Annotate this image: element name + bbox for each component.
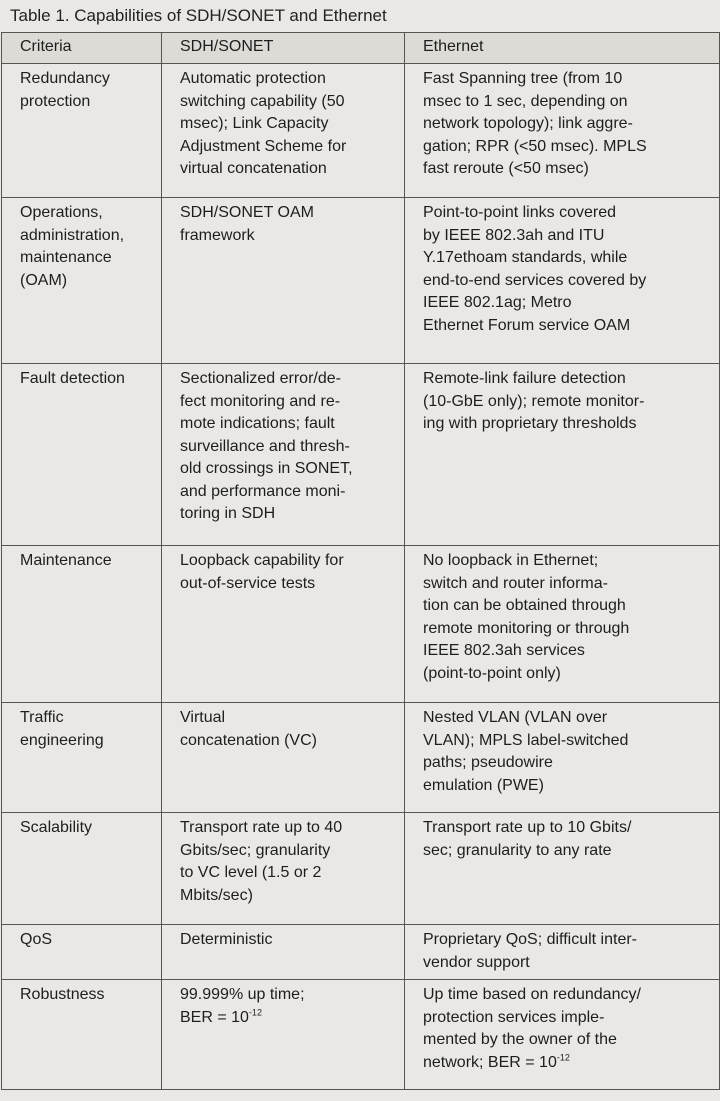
table-row bbox=[2, 813, 720, 925]
criteria-text: Traffic engineering bbox=[20, 709, 104, 749]
ber-exponent: -12 bbox=[556, 1052, 570, 1063]
sdh-text: Deterministic bbox=[180, 931, 273, 948]
sdh-cell bbox=[162, 546, 405, 703]
header-sdh-sonet: SDH/SONET bbox=[162, 33, 405, 64]
ethernet-cell bbox=[405, 813, 720, 925]
criteria-text: QoS bbox=[20, 931, 53, 948]
ethernet-text bbox=[423, 984, 711, 1074]
criteria-text: Robustness bbox=[20, 986, 105, 1003]
sdh-text: Loopback capability for out-of-service tests bbox=[180, 552, 344, 592]
sdh-cell bbox=[162, 925, 405, 980]
sdh-text bbox=[180, 984, 396, 1029]
ethernet-cell bbox=[405, 980, 720, 1090]
criteria-text: Scalability bbox=[20, 819, 93, 836]
ethernet-text: Remote-link failure detection (10-GbE only); remote monitor- ing with proprietary thresholds bbox=[423, 370, 645, 432]
ethernet-cell bbox=[405, 925, 720, 980]
criteria-cell bbox=[2, 64, 162, 198]
criteria-text: Redundancy protection bbox=[20, 70, 110, 110]
sdh-text: Sectionalized error/de- fect monitoring and re- mote indications; fault surveillance and thresh- old crossings in SONET, and performance moni- toring in SDH bbox=[180, 370, 353, 522]
ethernet-cell bbox=[405, 364, 720, 546]
sdh-cell bbox=[162, 980, 405, 1090]
ethernet-text: Proprietary QoS; difficult inter- vendor support bbox=[423, 931, 638, 971]
criteria-text: Fault detection bbox=[20, 370, 125, 387]
table-row bbox=[2, 198, 720, 364]
criteria-cell bbox=[2, 813, 162, 925]
ber-exponent: -12 bbox=[248, 1007, 262, 1018]
ethernet-cell bbox=[405, 198, 720, 364]
header-ethernet: Ethernet bbox=[405, 33, 720, 64]
criteria-cell bbox=[2, 925, 162, 980]
criteria-text: Operations, administration, maintenance (OAM) bbox=[20, 204, 125, 289]
sdh-cell bbox=[162, 64, 405, 198]
sdh-cell bbox=[162, 198, 405, 364]
sdh-cell bbox=[162, 813, 405, 925]
table-header-row bbox=[2, 33, 720, 64]
criteria-cell bbox=[2, 198, 162, 364]
ethernet-cell bbox=[405, 546, 720, 703]
sdh-cell bbox=[162, 364, 405, 546]
sdh-text: Transport rate up to 40 Gbits/sec; granularity to VC level (1.5 or 2 Mbits/sec) bbox=[180, 819, 343, 904]
ethernet-text: Transport rate up to 10 Gbits/ sec; granularity to any rate bbox=[423, 819, 632, 859]
ethernet-text: No loopback in Ethernet; switch and router informa- tion can be obtained through remote monitoring or through IEEE 802.3ah services (point-to-point only) bbox=[423, 552, 630, 682]
sdh-text: Automatic protection switching capability (50 msec); Link Capacity Adjustment Scheme for virtual concatenation bbox=[180, 70, 347, 177]
sdh-text-body: 99.999% up time; BER = 10 bbox=[180, 986, 305, 1026]
criteria-cell bbox=[2, 980, 162, 1090]
ethernet-text: Nested VLAN (VLAN over VLAN); MPLS label-switched paths; pseudowire emulation (PWE) bbox=[423, 709, 629, 794]
sdh-cell bbox=[162, 703, 405, 813]
table-row bbox=[2, 364, 720, 546]
ethernet-cell bbox=[405, 703, 720, 813]
sdh-text: Virtual concatenation (VC) bbox=[180, 709, 317, 749]
header-criteria: Criteria bbox=[2, 33, 162, 64]
table-row bbox=[2, 64, 720, 198]
table-caption: Table 1. Capabilities of SDH/SONET and Ethernet bbox=[10, 6, 387, 25]
ethernet-text-body: Up time based on redundancy/ protection services imple- mented by the owner of the network; BER = 10 bbox=[423, 986, 641, 1071]
ethernet-text: Fast Spanning tree (from 10 msec to 1 sec, depending on network topology); link aggre- gation; RPR (<50 msec). MPLS fast reroute (<50 msec) bbox=[423, 70, 647, 177]
table-row bbox=[2, 980, 720, 1090]
ethernet-text: Point-to-point links covered by IEEE 802.3ah and ITU Y.17ethoam standards, while end-to-end services covered by IEEE 802.1ag; Metro Ethernet Forum service OAM bbox=[423, 204, 647, 334]
criteria-cell bbox=[2, 703, 162, 813]
table-row bbox=[2, 703, 720, 813]
sdh-text: SDH/SONET OAM framework bbox=[180, 204, 314, 244]
table-row bbox=[2, 925, 720, 980]
criteria-cell bbox=[2, 364, 162, 546]
ethernet-cell bbox=[405, 64, 720, 198]
capabilities-table bbox=[1, 32, 720, 1090]
criteria-text: Maintenance bbox=[20, 552, 112, 569]
criteria-cell bbox=[2, 546, 162, 703]
table-row bbox=[2, 546, 720, 703]
